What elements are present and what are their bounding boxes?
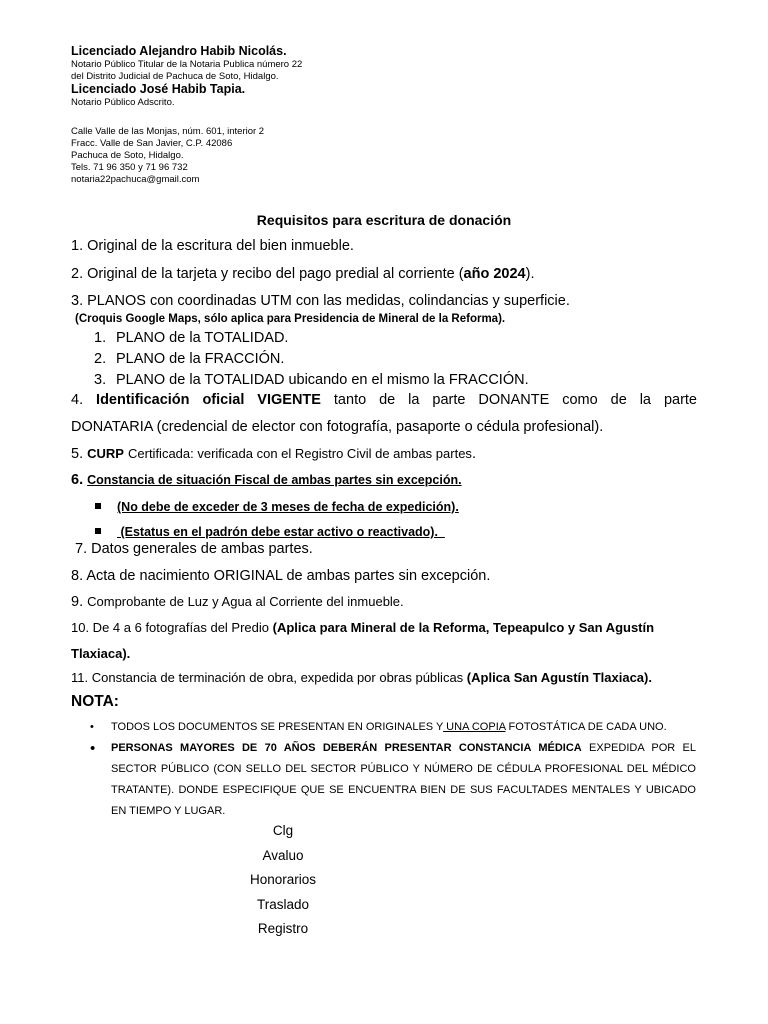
requirement-3: 3. PLANOS con coordinadas UTM con las medidas, colindancias y superficie. [71, 293, 570, 309]
plan-item-text: PLANO de la FRACCIÓN. [116, 351, 285, 367]
requirement-9-text: Comprobante de Luz y Agua al Corriente del inmueble. [87, 594, 404, 609]
plan-item-number: 2. [94, 351, 107, 367]
nota-item-1 [90, 717, 696, 738]
notary-header [71, 44, 471, 109]
requirement-6-bullet-text: (No debe de exceder de 3 meses de fecha de expedición). [117, 500, 459, 514]
plan-item-number: 1. [94, 330, 107, 346]
plan-item-2 [94, 351, 284, 367]
notary-address [71, 126, 264, 186]
notary-title-line: Notario Público Titular de la Notaria Publica número 22 [71, 59, 303, 70]
document-title: Requisitos para escritura de donación [256, 212, 512, 228]
address-city: Pachuca de Soto, Hidalgo. [71, 150, 184, 161]
requirement-3-note: (Croquis Google Maps, sólo aplica para Presidencia de Mineral de la Reforma). [75, 313, 506, 325]
nota-heading: NOTA: [71, 693, 119, 710]
fee-item: Clg [272, 823, 294, 838]
requirement-2 [71, 266, 697, 282]
nota-item-2-text [111, 738, 696, 822]
plan-item-text: PLANO de la TOTALIDAD ubicando en el mismo la FRACCIÓN. [116, 372, 529, 388]
requirement-5 [71, 446, 697, 462]
plan-item-number: 3. [94, 372, 107, 388]
requirement-4-number: 4. [71, 392, 84, 408]
requirement-4 [71, 392, 697, 408]
requirement-11-scope: (Aplica San Agustín Tlaxiaca). [466, 670, 652, 685]
fee-item: Avaluo [262, 848, 304, 863]
address-colony: Fracc. Valle de San Javier, C.P. 42086 [71, 138, 233, 149]
nota-1-underlined: UNA COPIA [443, 721, 506, 733]
nota-2-bold: PERSONAS MAYORES DE 70 AÑOS DEBERÁN PRESENTAR CONSTANCIA MÉDICA [111, 742, 582, 754]
plan-item-3 [94, 372, 529, 388]
requirement-6 [71, 472, 697, 488]
square-bullet-icon [95, 503, 101, 509]
requirement-7: 7. Datos generales de ambas partes. [71, 541, 313, 557]
fee-item: Registro [257, 921, 309, 936]
plan-item-1 [94, 330, 288, 346]
requirement-9 [71, 594, 697, 610]
nota-2-rest: EXPEDIDA POR EL SECTOR PÚBLICO (CON SELLO DEL SECTOR PÚBLICO Y NÚMERO DE CÉDULA PROFESIONAL DEL MÉDICO TRATANTE). DONDE ESPECIFIQUE QUE SE ENCUENTRA BIEN DE SUS FACULTADES MENTALES Y UBICADO EN TIEMPO Y LUGAR. [111, 742, 696, 817]
requirement-10-scope: (Aplica para Mineral de la Reforma, Tepeapulco y San Agustín [272, 620, 655, 635]
notary-name-titular: Licenciado Alejandro Habib Nicolás. [71, 44, 287, 58]
bullet-icon: • [90, 721, 94, 733]
bullet-icon: • [90, 740, 96, 757]
requirement-2-text: 2. Original de la tarjeta y recibo del pago predial al corriente ( [71, 266, 464, 282]
plan-item-text: PLANO de la TOTALIDAD. [116, 330, 289, 346]
notary-name-adscrito: Licenciado José Habib Tapia. [71, 82, 246, 96]
requirement-5-text: Certificada: verificada con el Registro Civil de ambas partes [128, 446, 472, 461]
requirement-6-bullet-2 [71, 524, 697, 540]
address-email: notaria22pachuca@gmail.com [71, 174, 200, 185]
requirement-5-curp: CURP [87, 446, 124, 461]
notary-adscrito-line: Notario Público Adscrito. [71, 97, 175, 108]
address-phones: Tels. 71 96 350 y 71 96 732 [71, 162, 188, 173]
requirement-10-continued: Tlaxiaca). [71, 646, 131, 661]
requirement-4-continued: DONATARIA (credencial de elector con fotografía, pasaporte o cédula profesional). [71, 419, 604, 435]
requirement-5-number: 5. [71, 446, 84, 462]
requirement-10 [71, 620, 697, 636]
notary-district-line: del Distrito Judicial de Pachuca de Soto, Hidalgo. [71, 70, 279, 82]
requirement-2-year: año 2024 [463, 266, 526, 282]
square-bullet-icon [95, 528, 101, 534]
requirement-2-end: ). [525, 266, 535, 282]
requirement-6-text: Constancia de situación Fiscal de ambas partes sin excepción. [87, 473, 462, 487]
requirement-4-text: tanto de la parte DONANTE como de la parte [333, 392, 697, 408]
requirement-6-bullet-text: (Estatus en el padrón debe estar activo o reactivado). [117, 525, 445, 539]
requirement-11-text: 11. Constancia de terminación de obra, expedida por obras públicas [71, 670, 467, 685]
requirement-6-bullet-1 [71, 499, 697, 515]
fee-item: Traslado [256, 897, 310, 912]
requirement-6-number: 6. [71, 472, 84, 488]
nota-1-part-b: FOTOSTÁTICA DE CADA UNO. [505, 721, 667, 733]
nota-item-1-text [111, 717, 696, 738]
requirement-11 [71, 670, 697, 686]
requirement-5-end: . [471, 446, 476, 462]
requirement-10-text: 10. De 4 a 6 fotografías del Predio [71, 620, 273, 635]
requirement-9-number: 9. [71, 594, 84, 610]
nota-item-2 [90, 738, 696, 822]
nota-1-part-a: TODOS LOS DOCUMENTOS SE PRESENTAN EN ORIGINALES Y [111, 721, 444, 733]
address-street: Calle Valle de las Monjas, núm. 601, interior 2 [71, 126, 265, 137]
fee-item: Honorarios [249, 872, 317, 887]
requirement-4-bold: Identificación oficial VIGENTE [96, 392, 321, 408]
requirement-1: 1. Original de la escritura del bien inmueble. [71, 238, 354, 254]
requirement-8: 8. Acta de nacimiento ORIGINAL de ambas partes sin excepción. [71, 568, 491, 584]
